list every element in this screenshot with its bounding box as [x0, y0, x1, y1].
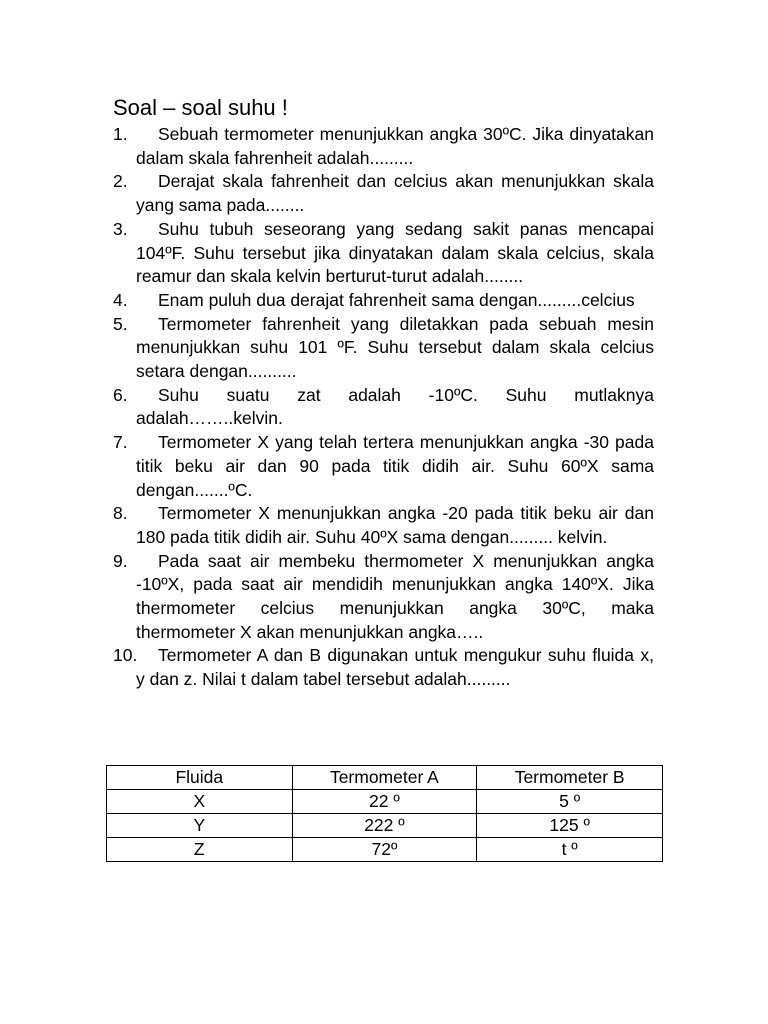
question-number: 8. [113, 503, 128, 524]
question-item [113, 289, 654, 313]
cell-termometer-a: 22 º [292, 790, 477, 814]
temperature-table [106, 765, 663, 862]
question-item [113, 218, 654, 289]
cell-termometer-b: t º [477, 838, 663, 862]
question-item [113, 170, 654, 217]
question-number: 9. [113, 550, 128, 571]
header-fluida: Fluida [107, 766, 293, 790]
question-text: Suhu suatu zat adalah -10ºC. Suhu mutlaknya adalah……..kelvin. [136, 384, 654, 429]
question-item [113, 123, 654, 170]
page-title: Soal – soal suhu ! [113, 95, 288, 120]
question-item [113, 431, 654, 502]
question-item [113, 644, 654, 691]
question-number: 5. [113, 313, 128, 334]
question-item [113, 502, 654, 549]
table-row [107, 814, 663, 838]
cell-termometer-b: 5 º [477, 790, 663, 814]
question-text: Sebuah termometer menunjukkan angka 30ºC. Jika dinyatakan dalam skala fahrenheit adalah......... [136, 124, 654, 168]
question-item [113, 550, 654, 645]
question-text: Termometer X yang telah tertera menunjukkan angka -30 pada titik beku air dan 90 pada titik didih air. Suhu 60ºX sama dengan.......ºC. [136, 432, 654, 500]
cell-termometer-b: 125 º [477, 814, 663, 838]
question-text: Suhu tubuh seseorang yang sedang sakit panas mencapai 104ºF. Suhu tersebut jika dinyatakan dalam skala celcius, skala reamur dan skala kelvin berturut-turut adalah........ [136, 218, 654, 287]
question-number: 7. [113, 432, 128, 453]
table-row [107, 838, 663, 862]
cell-fluida: X [107, 790, 293, 814]
question-text: Pada saat air membeku thermometer X menunjukkan angka -10ºX, pada saat air mendidih menunjukkan angka 140ºX. Jika thermometer celcius menunjukkan angka 30ºC, maka thermometer X akan menunjukkan angka….. [136, 550, 654, 642]
question-text: Termometer A dan B digunakan untuk mengukur suhu fluida x, y dan z. Nilai t dalam tabel tersebut adalah......... [136, 645, 654, 690]
question-number: 10. [113, 645, 138, 666]
question-item [113, 384, 654, 431]
question-number: 2. [113, 171, 128, 192]
cell-fluida: Y [107, 814, 293, 838]
question-number: 1. [113, 124, 128, 144]
question-text: Enam puluh dua derajat fahrenheit sama dengan.........celcius [158, 289, 635, 310]
header-termometer-a: Termometer A [292, 766, 477, 790]
question-text: Derajat skala fahrenheit dan celcius akan menunjukkan skala yang sama pada........ [136, 171, 654, 216]
question-number: 3. [113, 218, 128, 239]
question-number: 4. [113, 289, 128, 310]
question-item [113, 313, 654, 384]
cell-termometer-a: 72º [292, 838, 477, 862]
question-number: 6. [113, 384, 128, 405]
cell-termometer-a: 222 º [292, 814, 477, 838]
question-text: Termometer fahrenheit yang diletakkan pada sebuah mesin menunjukkan suhu 101 ºF. Suhu tersebut dalam skala celcius setara dengan.......... [136, 313, 654, 382]
table-header-row [107, 766, 663, 790]
question-list [113, 123, 654, 692]
table-row [107, 790, 663, 814]
header-termometer-b: Termometer B [477, 766, 663, 790]
question-text: Termometer X menunjukkan angka -20 pada titik beku air dan 180 pada titik didih air. Suhu 40ºX sama dengan......... kelvin. [136, 503, 654, 547]
cell-fluida: Z [107, 838, 293, 862]
